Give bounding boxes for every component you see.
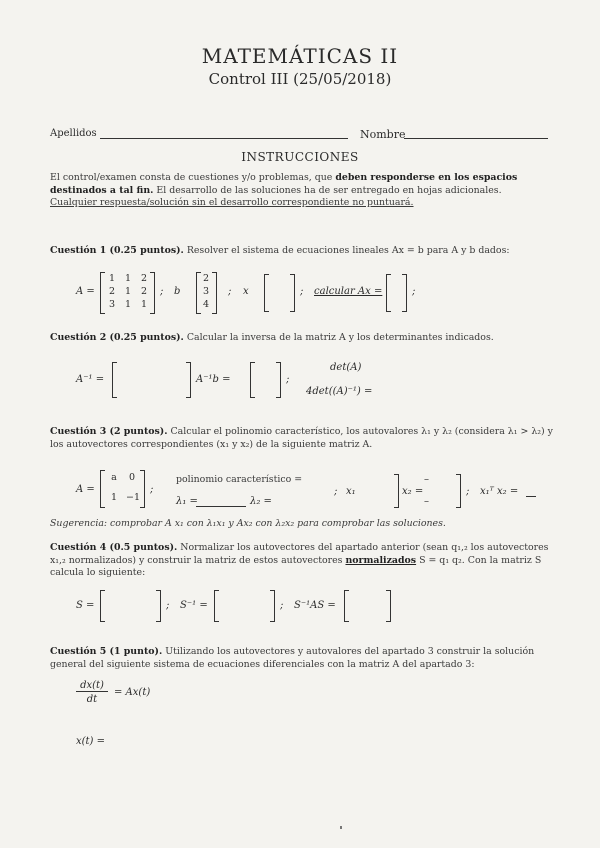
q3-x2-answer-right[interactable] [456, 474, 461, 508]
q4-SAS-answer-left[interactable] [344, 590, 349, 622]
q5-statement [50, 646, 560, 671]
q1-x-answer-left[interactable] [264, 274, 269, 312]
q3-lambda1-field[interactable] [196, 506, 246, 507]
q1-b-cell: 2 [202, 273, 210, 284]
q1-x-label: x [243, 286, 249, 297]
instructions-text-bold: deben responderse en los espacios destinados a tal fin. [50, 172, 518, 196]
q2-inverse-answer-right[interactable] [186, 362, 191, 398]
q2-head: Cuestión 2 (0.25 puntos). [50, 332, 184, 343]
q1-A-label: A = [76, 286, 95, 297]
q3-statement [50, 426, 560, 451]
q3-dot-label: x₁ᵀ x₂ = [480, 486, 519, 497]
instructions-text-3: Cualquier respuesta/solución sin el desarrollo correspondiente no puntuará. [50, 197, 414, 208]
q4-head: Cuestión 4 (0.5 puntos). [50, 542, 178, 553]
q1-A-cell: 2 [140, 286, 148, 297]
q2-det-label: det(A) [330, 362, 362, 373]
q1-b-label: b [174, 286, 181, 297]
q1-head: Cuestión 1 (0.25 puntos). [50, 245, 184, 256]
q1-A-cell: 2 [108, 286, 116, 297]
q1-semicolon-3: ; [300, 286, 304, 297]
q2-Ainvb-answer-right[interactable] [276, 362, 281, 398]
q1-b-bracket-right [212, 272, 217, 314]
q3-A-label: A = [76, 484, 95, 495]
q1-Ax-answer-right[interactable] [402, 274, 407, 312]
q4-semicolon: ; [166, 600, 170, 611]
q3-hint: Sugerencia: comprobar A x₁ con λ₁x₁ y Ax₂ con λ₂x₂ para comprobar las soluciones. [50, 518, 446, 529]
q4-text-2a: x₁,₂ normalizados) y construir la matriz de estos autovectores [50, 554, 346, 566]
q3-poly-label: polinomio característico = [176, 474, 303, 485]
q3-dot-field[interactable] [526, 496, 536, 497]
q3-x1-answer-right[interactable] [394, 474, 399, 508]
q2-Ainvb-label: A⁻¹b = [196, 374, 231, 385]
q1-semicolon: ; [160, 286, 164, 297]
q1-A-cell: 3 [108, 299, 116, 310]
q5-eq-rhs: = Ax(t) [114, 687, 151, 698]
q3-lambda2-label: λ₂ = [250, 496, 272, 507]
nombre-label: Nombre [360, 128, 406, 141]
q1-text: Resolver el sistema de ecuaciones lineales Ax = b para A y b dados: [186, 245, 510, 256]
q3-semicolon-3: ; [466, 486, 470, 497]
q4-Sinv-answer-left[interactable] [214, 590, 219, 622]
q3-x2-answer-bottom[interactable]: – [424, 496, 429, 507]
q1-Ax-answer-left[interactable] [386, 274, 391, 312]
q1-semicolon-end: ; [412, 286, 416, 297]
q4-text-3: calcula lo siguiente: [50, 567, 146, 578]
q1-A-cell: 1 [124, 273, 132, 284]
instructions-heading: INSTRUCCIONES [241, 150, 359, 164]
q3-A-cell: 1 [110, 492, 118, 503]
q3-A-cell: −1 [126, 492, 141, 503]
q2-det2-label: 4det((A)⁻¹) = [306, 386, 373, 397]
instructions-text-2: El desarrollo de las soluciones ha de ser entregado en hojas adicionales. [153, 184, 502, 196]
q1-semicolon-2: ; [228, 286, 232, 297]
q5-eq-denominator: dt [86, 694, 98, 705]
q5-text-2: general del siguiente sistema de ecuaciones diferenciales con la matriz A del apartado 3: [50, 658, 475, 670]
q5-x-label: x(t) = [76, 736, 106, 747]
q4-statement [50, 542, 560, 580]
q5-eq-numerator: dx(t) [76, 680, 108, 692]
scan-mark [340, 826, 342, 829]
q2-Ainvb-answer-left[interactable] [250, 362, 255, 398]
q3-text-1: Calcular el polinomio característico, los autovalores λ₁ y λ₂ (considera λ₁ > λ₂) y [170, 426, 553, 437]
exam-subtitle: Control III (25/05/2018) [208, 70, 392, 88]
apellidos-label: Apellidos [50, 128, 97, 139]
q3-text-2: los autovectores correspondientes (x₁ y x₂) de la siguiente matriz A. [50, 438, 373, 450]
q2-semicolon: ; [286, 374, 290, 385]
q1-A-cell: 1 [124, 286, 132, 297]
q4-Sinv-label: S⁻¹ = [180, 600, 208, 611]
q1-A-cell: 1 [108, 273, 116, 284]
q1-A-bracket-left [100, 272, 105, 314]
q3-x1-label: x₁ [346, 486, 356, 497]
q1-A-bracket-right [150, 272, 155, 314]
q2-text: Calcular la inversa de la matriz A y los determinantes indicados. [186, 332, 494, 343]
q4-S-answer-left[interactable] [100, 590, 105, 622]
q3-x2-answer-top[interactable]: – [424, 474, 429, 485]
q5-head: Cuestión 5 (1 punto). [50, 646, 163, 657]
q1-calc-label: calcular Ax = [314, 286, 383, 297]
q3-x2-label: x₂ = [402, 486, 424, 497]
q4-S-label: S = [76, 600, 95, 611]
q3-A-bracket-right [140, 470, 145, 508]
q3-head: Cuestión 3 (2 puntos). [50, 426, 168, 437]
q4-text-2b: normalizados [345, 554, 417, 566]
q1-A-cell: 1 [140, 299, 148, 310]
q3-lambda1-label: λ₁ = [176, 496, 198, 507]
q4-SAS-label: S⁻¹AS = [294, 600, 336, 611]
page-title: MATEMÁTICAS II [201, 44, 399, 68]
q2-inverse-answer-left[interactable] [112, 362, 117, 398]
q4-text-1: Normalizar los autovectores del apartado anterior (sean q₁,₂ los autovectores [180, 542, 549, 553]
q4-SAS-answer-right[interactable] [386, 590, 391, 622]
q3-semicolon-2: ; [334, 486, 338, 497]
q3-semicolon: ; [150, 484, 154, 495]
instructions-text [50, 172, 550, 210]
q4-semicolon-2: ; [280, 600, 284, 611]
q1-b-cell: 4 [202, 299, 210, 310]
q4-Sinv-answer-right[interactable] [270, 590, 275, 622]
q3-A-bracket-left [100, 470, 105, 508]
q4-text-2c: S = q₁ q₂. Con la matriz S [416, 554, 542, 566]
q1-x-answer-right[interactable] [290, 274, 295, 312]
q1-A-cell: 1 [124, 299, 132, 310]
nombre-field[interactable] [404, 138, 548, 139]
q3-A-cell: a [111, 472, 117, 483]
q1-b-cell: 3 [202, 286, 210, 297]
q1-A-cell: 2 [140, 273, 148, 284]
q4-S-answer-right[interactable] [156, 590, 161, 622]
q1-statement [50, 245, 550, 258]
q2-statement [50, 332, 550, 345]
q5-text-1: Utilizando los autovectores y autovalores del apartado 3 construir la solución [165, 646, 535, 657]
instructions-text-1: El control/examen consta de cuestiones y/o problemas, que [50, 172, 336, 183]
q3-A-cell: 0 [128, 472, 136, 483]
apellidos-field[interactable] [100, 138, 348, 139]
q2-inverse-label: A⁻¹ = [76, 374, 105, 385]
